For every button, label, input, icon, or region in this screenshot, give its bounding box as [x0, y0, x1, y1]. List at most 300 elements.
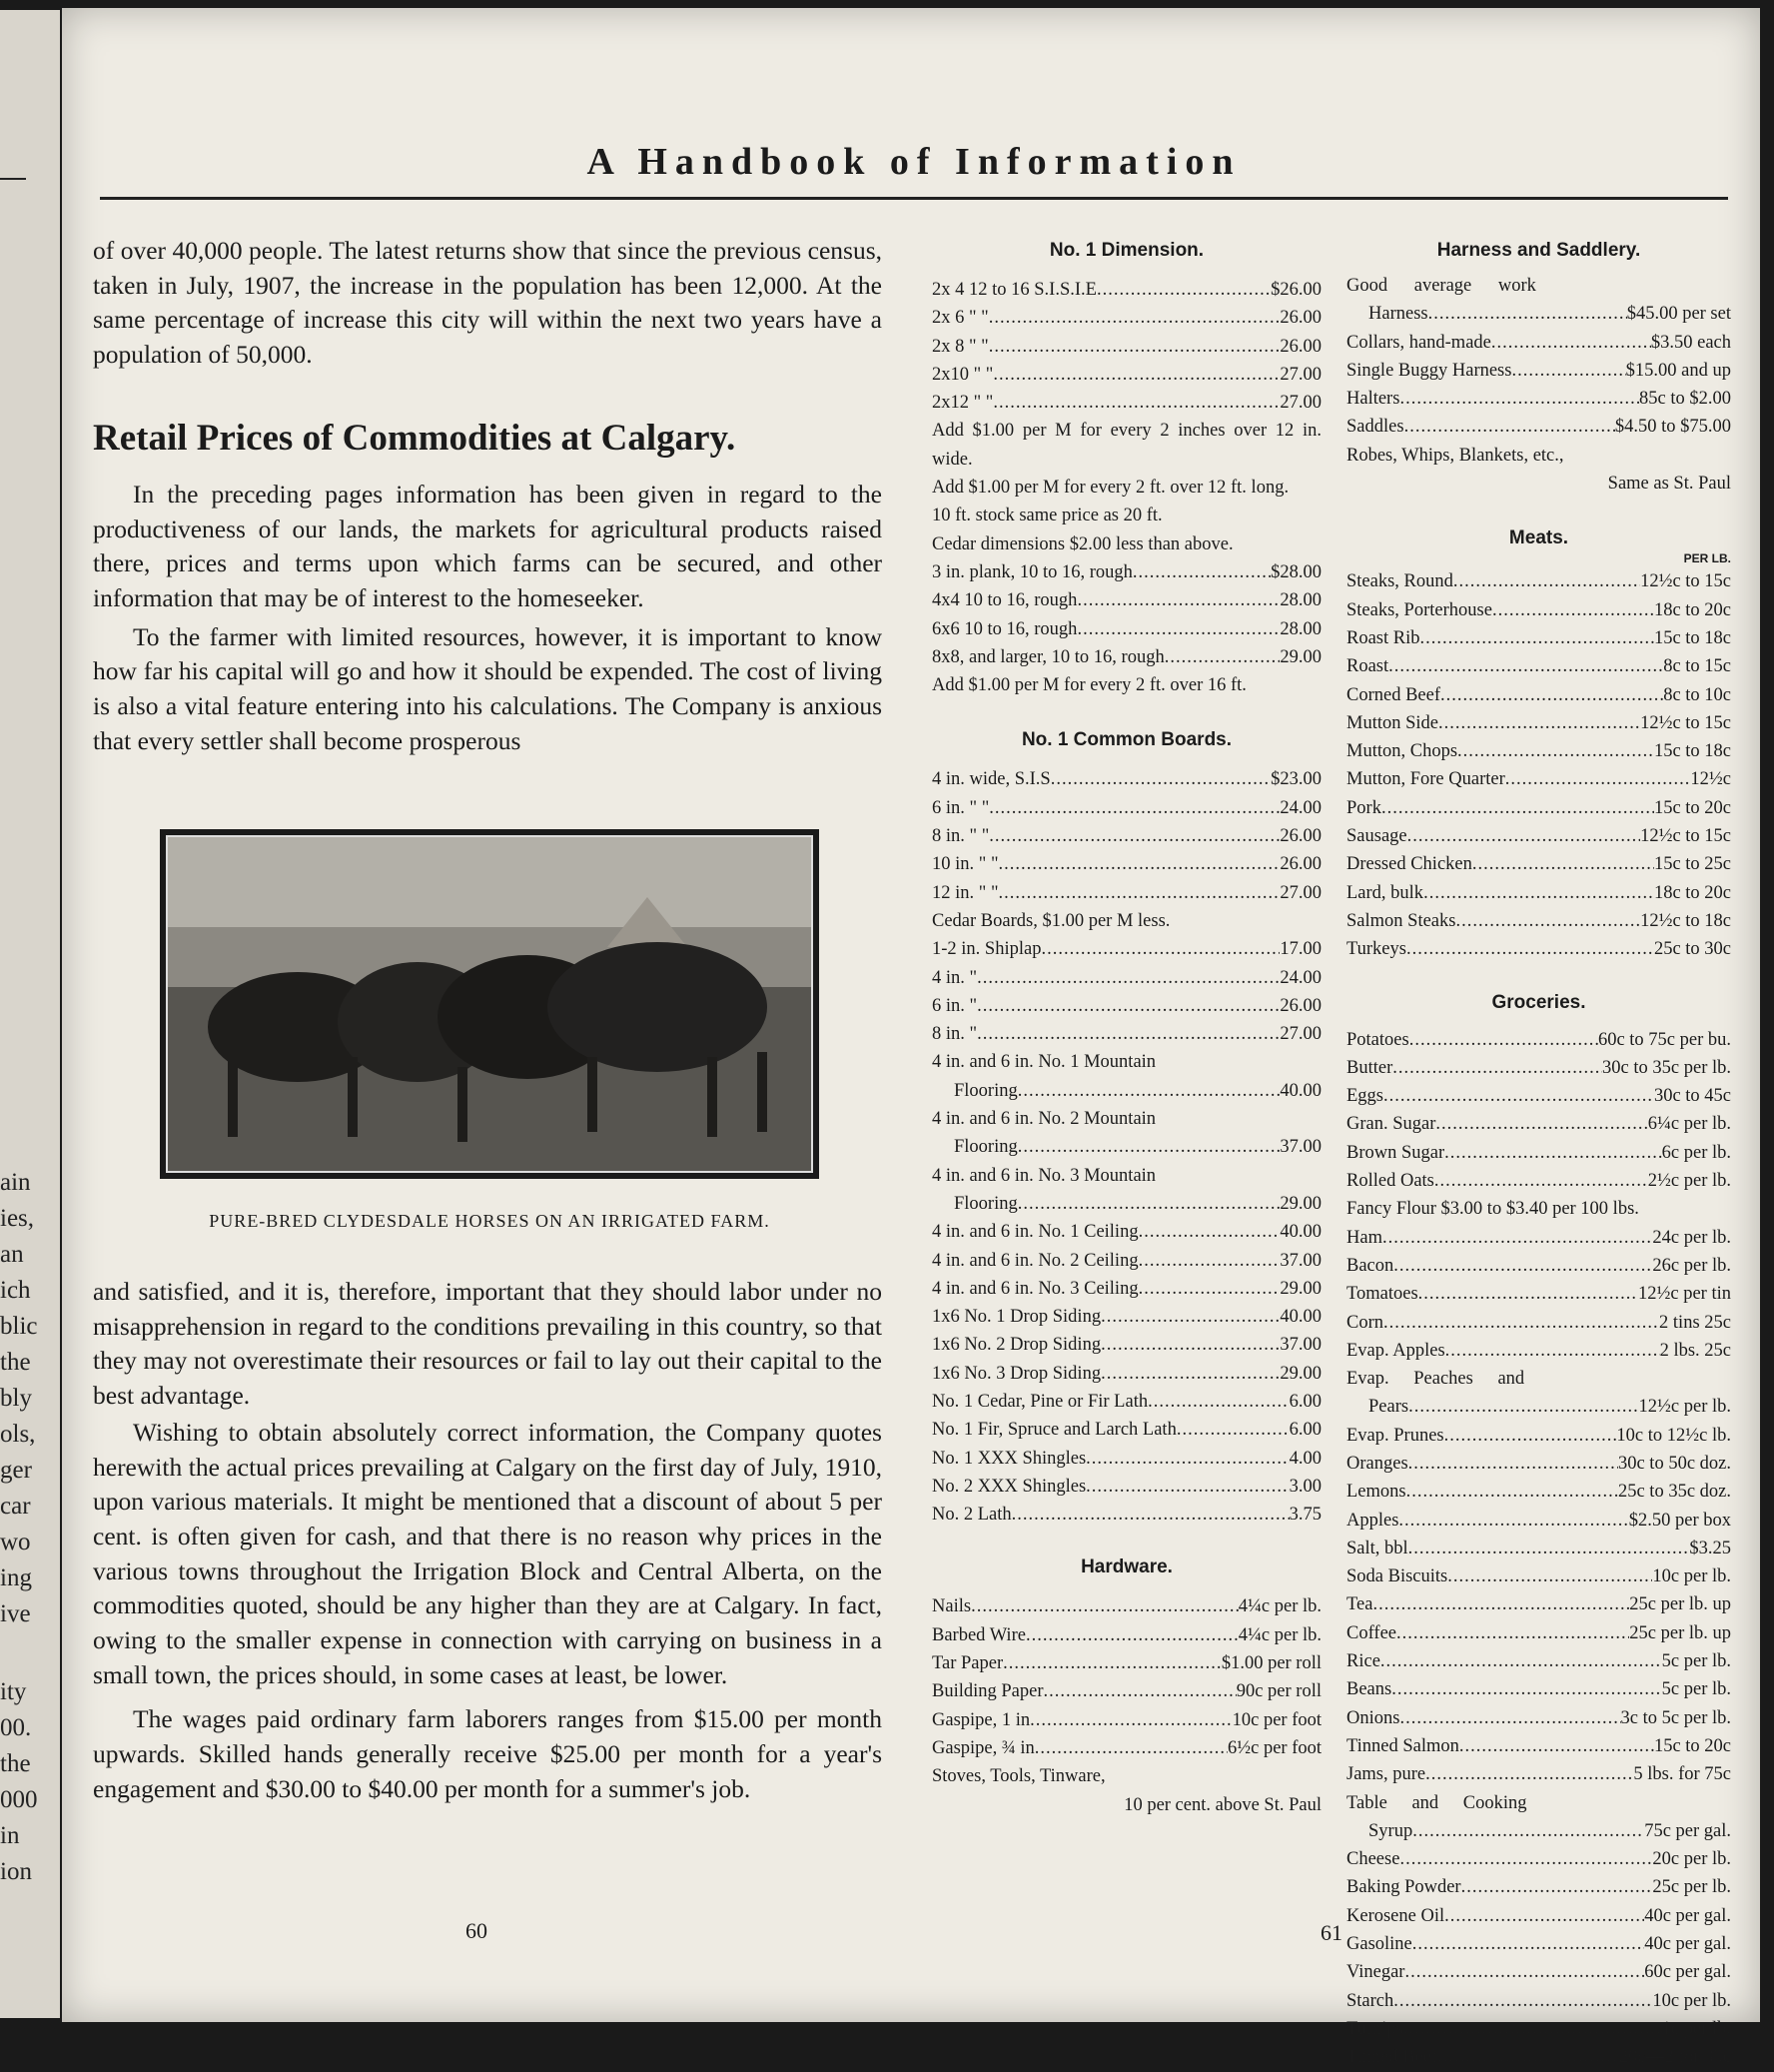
grocery-row — [1346, 1760, 1731, 1788]
facing-page-fragment: 000 — [0, 1786, 38, 1813]
leader-dots — [1472, 850, 1654, 878]
leader-dots — [989, 794, 1280, 822]
grocery-row — [1346, 1647, 1731, 1675]
leader-dots — [971, 1592, 1239, 1620]
item-name: Tea — [1346, 1594, 1373, 1615]
item-name: Oranges — [1346, 1453, 1408, 1474]
flooring-1-row: Flooring ..... 40.00 — [932, 1077, 1322, 1105]
flooring-2-label: 4 in. and 6 in. No. 2 Mountain — [932, 1109, 1157, 1130]
item-name: Rice — [1346, 1651, 1380, 1672]
meat-row — [1346, 850, 1731, 878]
item-price: 12½c to 18c — [1640, 910, 1731, 931]
facing-page-fragment: ich — [0, 1277, 31, 1304]
item-name: Dressed Chicken — [1346, 854, 1472, 875]
leader-dots — [1420, 624, 1654, 652]
item-price: 6.00 — [1289, 1420, 1322, 1441]
leader-dots — [1097, 276, 1271, 304]
item-name: 4 in. " — [932, 967, 978, 988]
photo-caption: PURE-BRED CLYDESDALE HORSES ON AN IRRIGATED FARM. — [209, 1211, 770, 1231]
facing-page-fragment: car — [0, 1493, 31, 1520]
item-name: Tinned Salmon — [1346, 1735, 1459, 1756]
grocery-row — [1346, 1535, 1731, 1562]
leader-dots — [1505, 765, 1691, 793]
item-price: 60c to 75c per bu. — [1597, 1029, 1731, 1050]
item-price: 4¼c per lb. — [1238, 1624, 1322, 1645]
flooring-2-row: Flooring ..... 37.00 — [932, 1133, 1322, 1161]
leader-dots — [989, 822, 1280, 850]
item-price: 15c to 20c — [1653, 1735, 1731, 1756]
item-price: 2 tins 25c — [1659, 1312, 1731, 1333]
item-price: 29.00 — [1280, 1278, 1322, 1299]
grocery-row — [1346, 1930, 1731, 1958]
item-price: 30c to 45c — [1653, 1086, 1731, 1107]
heading-dimension: No. 1 Dimension. — [1049, 240, 1205, 261]
leader-dots — [1425, 1760, 1633, 1788]
leader-dots — [1383, 1309, 1659, 1337]
leader-dots — [1408, 1393, 1638, 1421]
leader-dots — [1399, 1845, 1652, 1873]
item-price: $26.00 — [1271, 280, 1322, 300]
item-name: Evap. Prunes — [1346, 1425, 1444, 1446]
item-name: Gran. Sugar — [1346, 1114, 1436, 1135]
leader-dots — [1491, 329, 1651, 357]
item-price: 8c to 15c — [1663, 656, 1731, 677]
item-name: Harness — [1368, 304, 1428, 325]
item-name: Bacon — [1346, 1255, 1394, 1276]
leader-dots — [1381, 794, 1654, 822]
item-name: Coffee — [1346, 1622, 1396, 1643]
item-price: 28.00 — [1280, 618, 1322, 639]
leader-dots — [1003, 1649, 1222, 1677]
item-price: 12½c to 15c — [1640, 571, 1731, 592]
hardware-row — [932, 1677, 1322, 1705]
flooring-1-label: 4 in. and 6 in. No. 1 Mountain — [932, 1052, 1157, 1073]
grocery-row — [1346, 1590, 1731, 1618]
item-price: 27.00 — [1280, 364, 1322, 385]
leader-dots — [1444, 1902, 1644, 1930]
item-name: Brown Sugar — [1346, 1142, 1445, 1163]
item-price: $1.00 per roll — [1221, 1653, 1322, 1674]
facing-page-fragment: wo — [0, 1529, 31, 1555]
grocery-row — [1346, 1902, 1731, 1930]
leader-dots — [977, 964, 1280, 992]
leader-dots — [1101, 1331, 1280, 1359]
item-name: Salmon Steaks — [1346, 910, 1456, 931]
item-name: Rolled Oats — [1346, 1171, 1434, 1192]
item-price: 6c per lb. — [1661, 1142, 1731, 1163]
horses-photograph — [160, 829, 819, 1179]
item-name: Salt, bbl — [1346, 1538, 1408, 1558]
robes-label: Robes, Whips, Blankets, etc., — [1346, 445, 1564, 466]
leader-dots — [1459, 1732, 1654, 1760]
facing-page-fragment: an — [0, 1241, 24, 1268]
facing-page-fragment: ing — [0, 1564, 32, 1591]
leader-dots — [1428, 300, 1627, 328]
item-name: Corned Beef — [1346, 684, 1441, 705]
item-price: 25c per lb. up — [1629, 1594, 1731, 1615]
dimension-row — [932, 361, 1322, 389]
item-price: 37.00 — [1280, 1250, 1322, 1271]
grocery-row — [1346, 1958, 1731, 1986]
grocery-row — [1346, 1110, 1731, 1138]
facing-page-fragment: ies, — [0, 1205, 35, 1232]
leader-dots — [989, 333, 1281, 361]
grocery-row — [1346, 1619, 1731, 1647]
item-price: 26.00 — [1280, 336, 1322, 357]
facing-page-fragment: blic — [0, 1313, 38, 1340]
horses-photo-illustration — [168, 837, 811, 1171]
item-name: Single Buggy Harness — [1346, 360, 1512, 381]
item-price: 3c to 5c per lb. — [1620, 1707, 1731, 1728]
leader-dots — [1139, 1218, 1281, 1246]
item-price: 37.00 — [1280, 1335, 1322, 1356]
dimension-row — [932, 643, 1322, 671]
leader-dots — [1148, 1388, 1290, 1416]
item-name: 4 in. and 6 in. No. 2 Ceiling — [932, 1250, 1139, 1271]
leader-dots — [1399, 1704, 1620, 1732]
leader-dots — [1437, 2043, 1619, 2071]
facing-page-fragment: bly — [0, 1385, 32, 1412]
facing-page-fragment: the — [0, 1750, 31, 1777]
leader-dots — [1051, 765, 1271, 793]
leader-dots — [1444, 1139, 1661, 1167]
item-price: 25c to 35c doz. — [1617, 1482, 1731, 1503]
item-price: 18c to 20c — [1653, 882, 1731, 903]
item-name: Baking Powder — [1346, 1877, 1461, 1898]
meat-row — [1346, 624, 1731, 652]
harness-row — [1346, 300, 1731, 328]
item-name: Tar Paper — [932, 1653, 1004, 1674]
item-price: 25c per lb. — [1652, 1877, 1731, 1898]
page-number-right: 61 — [1321, 1920, 1342, 1945]
item-price: 10c per lb. — [1652, 1566, 1731, 1587]
item-name: 1-2 in. Shiplap — [932, 939, 1042, 960]
item-price: 8c to 10c — [1663, 684, 1731, 705]
left-column — [93, 234, 882, 758]
heading-harness: Harness and Saddlery. — [1436, 240, 1641, 261]
item-price: 27.00 — [1280, 393, 1322, 414]
item-name: Building Paper — [932, 1681, 1044, 1702]
item-price: 10c per foot — [1232, 1709, 1322, 1730]
leader-dots — [1086, 1473, 1289, 1501]
item-name: No. 1 Fir, Spruce and Larch Lath — [932, 1420, 1177, 1441]
shiplap-row — [932, 1020, 1322, 1048]
item-price: 28.00 — [1280, 590, 1322, 611]
grocery-row — [1346, 1224, 1731, 1252]
item-name: Vinegar — [1346, 1962, 1405, 1983]
item-price: $4.50 to $75.00 — [1614, 417, 1731, 438]
leader-dots — [1044, 1677, 1237, 1705]
item-name: Nails — [932, 1596, 972, 1617]
grocery-row — [1346, 1675, 1731, 1703]
item-price: 15c to 20c — [1653, 797, 1731, 818]
item-price: 24.00 — [1280, 967, 1322, 988]
facing-page-fragment: 00. — [0, 1714, 32, 1741]
header-rule — [100, 197, 1728, 200]
syrup-label: Table and Cooking — [1346, 1792, 1527, 1813]
leader-dots — [1372, 1590, 1629, 1618]
meat-row — [1346, 709, 1731, 737]
dimension-note-cedar: Cedar dimensions $2.00 less than above. — [932, 533, 1234, 554]
paragraph-resources: To the farmer with limited resources, however, it is important to know how far his capital will go and how it should be expended. The cost of living is also a vital feature entering into his calculations. The Company is anxious that every settler shall become prosperous — [93, 621, 882, 755]
item-price: 4¼c per lb. — [1238, 1596, 1322, 1617]
item-price: 5c per lb. — [1661, 1679, 1731, 1700]
leader-dots — [1177, 1416, 1290, 1444]
item-price: 40c per gal. — [1644, 1905, 1731, 1926]
item-price: 12½c per tin — [1638, 1284, 1731, 1305]
item-name: 4x4 10 to 16, rough — [932, 590, 1078, 611]
leader-dots — [1444, 1422, 1617, 1450]
grocery-row — [1346, 1393, 1731, 1421]
item-name: Butter — [1346, 1057, 1393, 1078]
item-price: 30c to 35c per lb. — [1602, 1057, 1731, 1078]
leader-dots — [1399, 385, 1639, 413]
item-name: Eggs — [1346, 1086, 1383, 1107]
leader-dots — [1423, 879, 1654, 907]
grocery-row — [1346, 1478, 1731, 1506]
board-row — [932, 1303, 1322, 1331]
grocery-row — [1346, 1337, 1731, 1365]
dimension-note-over16: Add $1.00 per M for every 2 ft. over 16 ft. — [932, 675, 1247, 696]
dimension-row — [932, 558, 1322, 586]
item-price: 10c per lb. — [1652, 1990, 1731, 2011]
item-price: 18c to 20c — [1653, 599, 1731, 620]
leader-dots — [1511, 357, 1625, 385]
hardware-row — [932, 1621, 1322, 1649]
cedar-boards-note: Cedar Boards, $1.00 per M less. — [932, 910, 1171, 931]
item-name: Saddles — [1346, 417, 1404, 438]
board-row — [932, 765, 1322, 793]
item-name: Roast Rib — [1346, 627, 1420, 648]
meat-row — [1346, 794, 1731, 822]
leader-dots — [1408, 1535, 1690, 1562]
grocery-row — [1346, 2015, 1731, 2043]
item-price: 29.00 — [1280, 1363, 1322, 1384]
leader-dots — [1139, 1247, 1281, 1275]
leader-dots — [1388, 652, 1663, 680]
leader-dots — [1447, 1562, 1652, 1590]
leader-dots — [1408, 1450, 1618, 1478]
leader-dots — [1406, 935, 1654, 963]
board-row — [932, 1331, 1322, 1359]
grocery-row — [1346, 2043, 1731, 2071]
leader-dots — [1404, 1958, 1644, 1986]
board-row — [932, 1360, 1322, 1388]
item-name: Gasoline — [1346, 1934, 1412, 1955]
leader-dots — [1391, 1675, 1661, 1703]
grocery-row — [1346, 1252, 1731, 1280]
section-title: Retail Prices of Commodities at Calgary. — [93, 417, 736, 459]
board-row — [932, 879, 1322, 907]
meat-row — [1346, 907, 1731, 935]
item-name: Kerosene Oil — [1346, 1905, 1445, 1926]
paragraph-satisfied: and satisfied, and it is, therefore, important that they should labor under no misapprehension in regard to the conditions prevailing in this country, so that they may not overestimate their resources or fail to lay out their capital to the best advantage. — [93, 1277, 882, 1411]
item-name: Tinned Beef — [1346, 2047, 1438, 2068]
harness-good-label: Good average work — [1346, 276, 1536, 296]
page-number-left: 60 — [465, 1918, 487, 1943]
leader-dots — [1165, 643, 1281, 671]
harness-row — [1346, 385, 1731, 413]
leader-dots — [1382, 1224, 1652, 1252]
leader-dots — [1393, 1252, 1652, 1280]
leader-dots — [1455, 907, 1640, 935]
item-name: Soda Biscuits — [1346, 1566, 1448, 1587]
grocery-row — [1346, 1082, 1731, 1110]
hardware-row — [932, 1592, 1322, 1620]
heading-common-boards: No. 1 Common Boards. — [1021, 729, 1233, 751]
item-name: 6 in. " — [932, 995, 978, 1016]
facing-page-fragment: ols, — [0, 1421, 36, 1448]
leader-dots — [1461, 1873, 1653, 1901]
leader-dots — [1041, 935, 1280, 963]
item-price: 6½c per foot — [1227, 1737, 1322, 1758]
grocery-row — [1346, 1450, 1731, 1478]
grocery-row — [1346, 1732, 1731, 1760]
item-price: 12½c — [1690, 769, 1731, 790]
harness-row — [1346, 329, 1731, 357]
item-name: 8 in. " — [932, 1024, 978, 1045]
item-name: 2x10 " " — [932, 364, 994, 385]
leader-dots — [1383, 1082, 1654, 1110]
board-row — [932, 1388, 1322, 1416]
middle-column — [932, 240, 1322, 1819]
item-price: $2.50 per box — [1628, 1510, 1731, 1531]
leader-dots — [1434, 1167, 1648, 1195]
item-price: 4.00 — [1289, 1448, 1322, 1469]
leader-dots — [1438, 709, 1640, 737]
item-name: No. 2 Lath — [932, 1505, 1012, 1526]
item-price: 10c to 12½c lb. — [1616, 1425, 1731, 1446]
item-name: Steaks, Porterhouse — [1346, 599, 1492, 620]
facing-page-rule — [0, 178, 26, 180]
leader-dots — [1412, 1817, 1644, 1845]
board-row — [932, 1501, 1322, 1529]
heading-meats: Meats. — [1508, 527, 1569, 549]
item-name: 4 in. and 6 in. No. 1 Ceiling — [932, 1222, 1139, 1243]
meat-row — [1346, 681, 1731, 709]
item-name: 8x8, and larger, 10 to 16, rough — [932, 646, 1165, 667]
item-name: Cheese — [1346, 1849, 1400, 1870]
item-name: 6x6 10 to 16, rough — [932, 618, 1078, 639]
item-name: 2x 8 " " — [932, 336, 989, 357]
board-row — [932, 850, 1322, 878]
leader-dots — [1412, 1930, 1644, 1958]
item-name: Evap. Apples — [1346, 1340, 1445, 1361]
leader-dots — [1012, 1501, 1290, 1529]
item-price: 3.75 — [1289, 1505, 1322, 1526]
meats-unit: PER LB. — [1683, 551, 1731, 566]
item-name: Jams, pure — [1346, 1764, 1426, 1785]
item-price: 27.00 — [1280, 882, 1322, 903]
item-name: No. 1 XXX Shingles — [932, 1448, 1087, 1469]
item-name: Pork — [1346, 797, 1381, 818]
hardware-row — [932, 1734, 1322, 1762]
paragraph-intro: In the preceding pages information has been given in regard to the productiveness of our lands, the markets for agricultural products raised there, prices and terms upon which farms can be secured, and other information that may be of interest to the homeseeker. — [93, 479, 882, 612]
item-name: Tomatoes — [1346, 1284, 1418, 1305]
grocery-row — [1346, 1817, 1731, 1845]
item-name: Mutton, Fore Quarter — [1346, 769, 1505, 790]
facing-page-fragment: the — [0, 1349, 31, 1376]
item-price: 12½c to 15c — [1640, 826, 1731, 847]
item-price: 26.00 — [1280, 308, 1322, 329]
facing-page-fragment: ion — [0, 1858, 32, 1885]
leader-dots — [1026, 1621, 1239, 1649]
leader-dots — [1380, 1647, 1662, 1675]
item-price: 6¼c per lb. — [1647, 1114, 1731, 1135]
board-row — [932, 1218, 1322, 1246]
leader-dots — [1398, 1507, 1628, 1535]
item-price: 75c per gal. — [1644, 1820, 1731, 1841]
leader-dots — [1077, 615, 1280, 643]
grocery-row — [1346, 1873, 1731, 1901]
item-price: 2½c per lb. — [1647, 1171, 1731, 1192]
meat-row — [1346, 737, 1731, 765]
dimension-note-length: Add $1.00 per M for every 2 ft. over 12 ft. long. — [932, 478, 1290, 499]
flooring-3-row: Flooring ..... 29.00 — [932, 1190, 1322, 1218]
item-price: $45.00 per set — [1626, 304, 1731, 325]
facing-page-fragment: ive — [0, 1600, 31, 1627]
grocery-row — [1346, 1422, 1731, 1450]
meat-row — [1346, 879, 1731, 907]
item-price: 29.00 — [1280, 646, 1322, 667]
leader-dots — [1457, 737, 1654, 765]
item-name: 10 in. " " — [932, 854, 999, 875]
meat-row — [1346, 935, 1731, 963]
shiplap-row — [932, 964, 1322, 992]
leader-dots — [1409, 1026, 1598, 1054]
item-name: Onions — [1346, 1707, 1400, 1728]
item-name: Sausage — [1346, 826, 1407, 847]
item-price: 17.00 — [1280, 939, 1322, 960]
grocery-row — [1346, 1987, 1731, 2015]
item-price: 24c per lb. — [1652, 1227, 1731, 1248]
leader-dots — [1418, 1280, 1638, 1308]
left-column-continued — [93, 1275, 882, 1807]
board-row — [932, 1473, 1322, 1501]
robes-price: Same as St. Paul — [1607, 474, 1731, 495]
paragraph-prices: Wishing to obtain absolutely correct information, the Company quotes herewith the actual prices prevailing at Calgary on the first day of July, 1910, upon various materials. It might be mentioned that a discount of about 5 per cent. is often given for cash, and that there is no reason why prices in the various towns throughout the Irrigation Block and Central Alberta, on the commodities quoted, should be any higher than they are at Calgary. In fact, owing to the smaller expense in connection with carrying on business in a small town, the prices should, in some cases at least, be lower. — [93, 1417, 882, 1689]
item-name: Ham — [1346, 1227, 1382, 1248]
item-price: 12½c per lb. — [1638, 1397, 1731, 1418]
item-price: 26.00 — [1280, 995, 1322, 1016]
leader-dots — [1030, 1706, 1232, 1734]
item-price: $28.00 — [1271, 561, 1322, 582]
board-row — [932, 1275, 1322, 1303]
grocery-row — [1346, 1704, 1731, 1732]
leader-dots — [1453, 567, 1640, 595]
grocery-row — [1346, 1026, 1731, 1054]
item-price: 15c to 25c — [1653, 854, 1731, 875]
item-price: $3.50 each — [1650, 332, 1731, 353]
peaches-label: Evap. Peaches and — [1346, 1369, 1525, 1390]
item-name: Turnips — [1346, 2018, 1403, 2039]
item-price: 6.00 — [1289, 1391, 1322, 1412]
item-price: 26.00 — [1280, 854, 1322, 875]
item-name: Starch — [1346, 1990, 1394, 2011]
leader-dots — [1435, 1110, 1647, 1138]
item-name: 2x12 " " — [932, 393, 994, 414]
leader-dots — [999, 850, 1281, 878]
leader-dots — [993, 389, 1280, 417]
item-name: 1x6 No. 2 Drop Siding — [932, 1335, 1102, 1356]
dimension-note-width: Add $1.00 per M for every 2 inches over 12 in. wide. — [932, 421, 1322, 470]
leader-dots — [1077, 586, 1280, 614]
meat-row — [1346, 652, 1731, 680]
leader-dots — [1101, 1303, 1280, 1331]
leader-dots — [999, 879, 1281, 907]
stoves-price: 10 per cent. above St. Paul — [1124, 1794, 1322, 1815]
leader-dots — [1393, 1987, 1652, 2015]
